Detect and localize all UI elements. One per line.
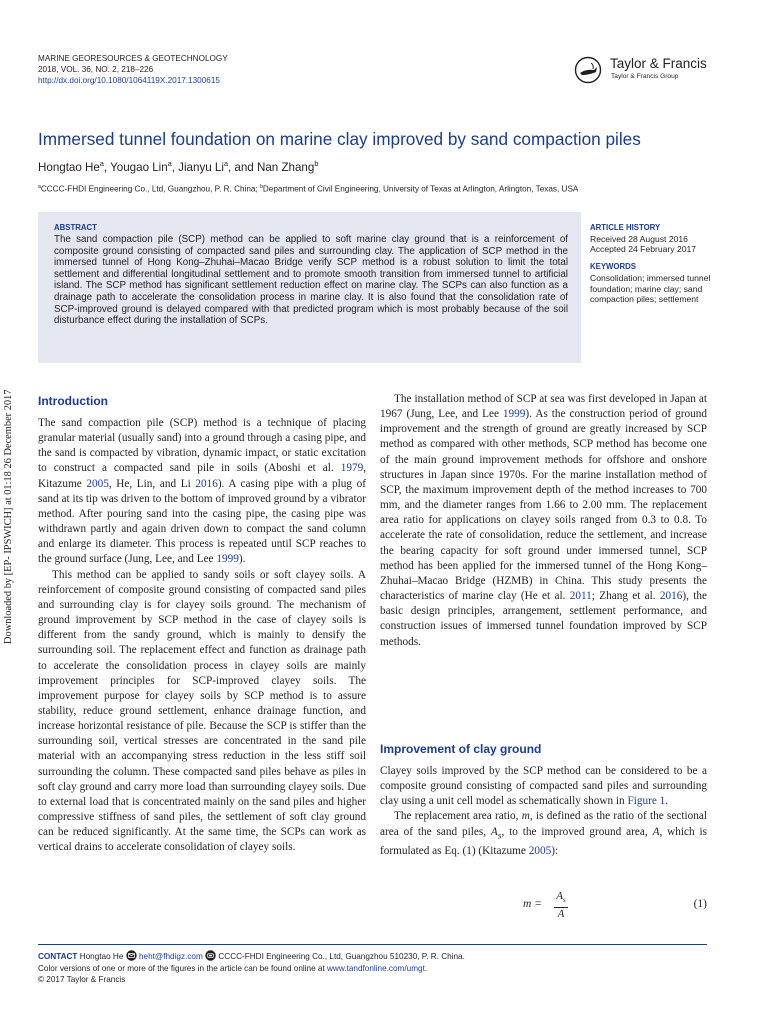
affiliation-a: CCCC-FHDI Engineering Co., Ltd, Guangzhou, P. R. China;	[40, 184, 261, 194]
paragraph	[380, 392, 707, 650]
download-stamp-text: Downloaded by [EP- IPSWICH] at 01:18 26 December 2017	[3, 389, 14, 644]
publisher-lamp-icon	[574, 56, 604, 86]
footer	[38, 950, 728, 986]
author-affil-mark: a	[167, 159, 172, 168]
contact-email-link[interactable]: heht@fhdigz.com	[138, 952, 203, 961]
history-label: ARTICLE HISTORY	[590, 223, 661, 232]
affil-mark: a	[38, 184, 41, 190]
citation-link[interactable]: 1979	[340, 462, 364, 475]
text-run: , to the improved ground area,	[501, 825, 653, 838]
math-symbol: A	[490, 825, 498, 838]
text-run: The replacement area ratio,	[394, 810, 522, 823]
publisher-name: Taylor & Francis	[610, 56, 707, 71]
text-run: ).	[238, 553, 246, 566]
text-run: ; Zhang et al.	[591, 590, 660, 603]
equation-1	[380, 890, 707, 926]
author-name: Yougao Lin	[110, 160, 168, 174]
citation-link[interactable]: 2005	[86, 477, 109, 490]
color-note-text: Color versions of one or more of the figures in the article can be found online at	[38, 963, 328, 973]
text-run: The sand compaction pile (SCP) method is a technique of placing granular material (usually sand) into a ground through a casing pipe, and the sand is compacted by vibration, dynamic impact, or static excitation to construct a compacted sand pile in soils (Aboshi et al.	[38, 417, 366, 475]
figure-link[interactable]: Figure 1	[627, 795, 666, 808]
text-run: .	[665, 795, 669, 808]
section-heading-introduction: Introduction	[38, 394, 108, 408]
keywords-text: Consolidation; immersed tunnel foundation; marine clay; sand compaction piles; settlement	[590, 272, 711, 305]
citation-link[interactable]: 1999	[216, 553, 239, 566]
journal-url-link[interactable]: www.tandfonline.com/umgt	[327, 963, 425, 973]
journal-name: MARINE GEORESOURCES & GEOTECHNOLOGY	[38, 54, 228, 63]
journal-volume: 2018, VOL. 36, NO. 2, 218–226	[38, 65, 154, 74]
keywords-label: KEYWORDS	[590, 262, 636, 272]
citation-link[interactable]: 2016	[195, 477, 218, 490]
numerator-subscript: s	[563, 896, 566, 905]
author-affil-mark: a	[99, 159, 104, 168]
author-separator: ,	[103, 160, 111, 174]
article-history	[590, 223, 720, 305]
numerator-symbol: A	[556, 890, 563, 902]
abstract-text: The sand compaction pile (SCP) method can be applied to soft marine clay ground that is a reinforcement of composite ground consisting of compacted sand piles and surrounding clay. The application of SCP method in the immersed tunnel of Hong Kong–Zhuhai–Macao Bridge verify SCP method is a robust solution to limit the total settlement and differential longitudinal settlement and to promote smooth transition from immersed tunnel to artificial island. The SCP method has significant settlement reduction effect on marine clay. The SCPs can also function as a drainage path to accelerate the consolidation process in marine clay. It is also found that the consolidation rate of SCP-improved ground is delayed compared with that predicted program which is most probably because of the soil disturbance effect during the installation of SCPs.	[54, 234, 568, 327]
accepted-date: Accepted 24 February 2017	[590, 244, 697, 255]
contact-name: Hongtao He	[79, 952, 124, 961]
copyright: © 2017 Taylor & Francis	[38, 975, 126, 984]
paragraph	[380, 764, 707, 809]
author-affil-mark: a	[223, 159, 228, 168]
email-icon	[126, 950, 137, 961]
right-column-section2	[380, 764, 707, 859]
equation-denominator: A	[557, 908, 565, 921]
text-run: , Kitazume	[38, 462, 366, 490]
contact-address: CCCC-FHDI Engineering Co., Ltd, Guangzhou 510230, P. R. China.	[218, 952, 465, 961]
author-list	[38, 159, 738, 174]
text-run: ). As the construction period of ground improvement and the strength of ground are greatly increased by SCP method as compared with other methods, SCP method has become one of the main ground improvement methods for offshore and onshore structures in Japan since 1970s. For the marine installation method of SCP, the maximum improvement depth of the method increases to 700 mm, and the diameter ranges from 1.66 to 2.00 mm. The replacement area ratio for applications on clayey soils ranged from 0.3 to 0.8. To accelerate the rate of consolidation, reduce the settlement, and increase the bearing capacity for soft ground under immersed tunnel, SCP method has been applied for the immersed tunnel of the Hong Kong–Zhuhai–Macao Bridge (HZMB) in China. This study presents the characteristics of marine clay (He et al.	[380, 408, 707, 603]
affiliation-b: Department of Civil Engineering, University of Texas at Arlington, Arlington, Texas, USA	[262, 184, 579, 194]
text-run: , He, Lin, and Li	[108, 477, 196, 490]
paragraph	[38, 416, 366, 568]
section-heading-clay-improvement: Improvement of clay ground	[380, 742, 542, 756]
color-note	[38, 963, 728, 975]
address-icon	[205, 950, 216, 961]
author-separator: , and	[227, 160, 257, 174]
affiliations	[38, 184, 748, 194]
math-symbol: A	[652, 825, 660, 838]
paragraph	[380, 809, 707, 859]
text-run: , is defined as the ratio of the sectional area of the sand piles,	[380, 810, 707, 838]
citation-link[interactable]: 2011	[569, 590, 592, 603]
equation-fraction	[554, 890, 568, 921]
color-note-end: .	[424, 963, 428, 973]
equation-numerator	[554, 890, 568, 908]
text-run: ):	[551, 845, 559, 858]
doi-link[interactable]: http://dx.doi.org/10.1080/1064119X.2017.1300615	[38, 76, 220, 85]
author-name: Jianyu Li	[178, 160, 224, 174]
text-run: , which is formulated as Eq. (1) (Kitazume	[380, 825, 708, 858]
text-run: Clayey soils improved by the SCP method can be considered to be a composite ground consisting of compacted sand piles and surrounding clay using a unit cell model as schematically shown in	[380, 765, 707, 808]
math-subscript: s	[497, 830, 502, 841]
citation-link[interactable]: 2016	[659, 590, 683, 603]
contact-label: CONTACT	[38, 952, 78, 961]
author-separator: ,	[171, 160, 179, 174]
abstract-label: ABSTRACT	[54, 223, 97, 232]
right-column	[380, 392, 707, 650]
author-affil-mark: b	[314, 159, 319, 168]
download-stamp	[3, 354, 17, 644]
paragraph: This method can be applied to sandy soils or soft clayey soils. A reinforcement of composite ground consisting of compacted sand piles and surrounding clay is for clayey soils ground. The mechanism of ground improvement by SCP method in the case of clayey soils is different from the sandy ground, which is mainly to densify the surrounding soil. The replacement effect and function as drainage path to accelerate the consolidation process in clayey soils are mainly improvement principles for SCP-improved clayey soils. The improvement purpose for clayey soils by SCP method is to assure stability, reduce ground settlement, enhance drainage function, and increase horizontal resistance of pile. Because the SCP is stiffer than the surrounding soil, vertical stresses are concentrated in the sand pile material with an accompanying stress reduction in the less stiff soil surrounding the column. These compacted sand piles behave as piles in soft clay ground and carry more load than surrounding clayey soils. Due to external load that is concentrated mainly on the sand piles and higher compressive stiffness of sand piles, the settlement of soft clay ground can be reduced significantly. At the same time, the SCPs can work as vertical drains to accelerate consolidation of clayey soils.	[38, 568, 366, 854]
text-run: The installation method of SCP at sea was first developed in Japan at 1967 (Jung, Lee, and Lee	[380, 393, 707, 421]
citation-link[interactable]: 2005	[528, 845, 552, 858]
footer-divider	[38, 944, 707, 945]
author-name: Hongtao He	[38, 160, 100, 174]
left-column	[38, 416, 366, 856]
author-name: Nan Zhang	[256, 160, 315, 174]
affil-mark: b	[260, 184, 263, 190]
text-run: ), the basic design principles, arrangement, settlement performance, and construction issues of immersed tunnel foundation improved by SCP methods.	[380, 590, 707, 648]
journal-header	[38, 53, 368, 86]
math-symbol: m	[521, 810, 530, 823]
citation-link[interactable]: 1999	[502, 408, 526, 421]
publisher-group: Taylor & Francis Group	[611, 73, 679, 80]
text-run: ). A casing pipe with a plug of sand at its tip was driven to the bottom of improved ground by a vibrator method. After pouring sand into the casing pipe, the casing pipe was withdrawn partly and again driven down to compact the sand column and enlarge its diameter. This process is repeated until SCP reaches to the ground surface (Jung, Lee, and Lee	[38, 477, 366, 566]
publisher-logo	[574, 56, 714, 86]
received-date: Received 28 August 2016	[590, 233, 688, 244]
equation-number: (1)	[693, 898, 707, 910]
equation-lhs: m =	[523, 898, 542, 910]
contact-line	[38, 950, 728, 963]
article-title: Immersed tunnel foundation on marine clay improved by sand compaction piles	[38, 129, 641, 149]
